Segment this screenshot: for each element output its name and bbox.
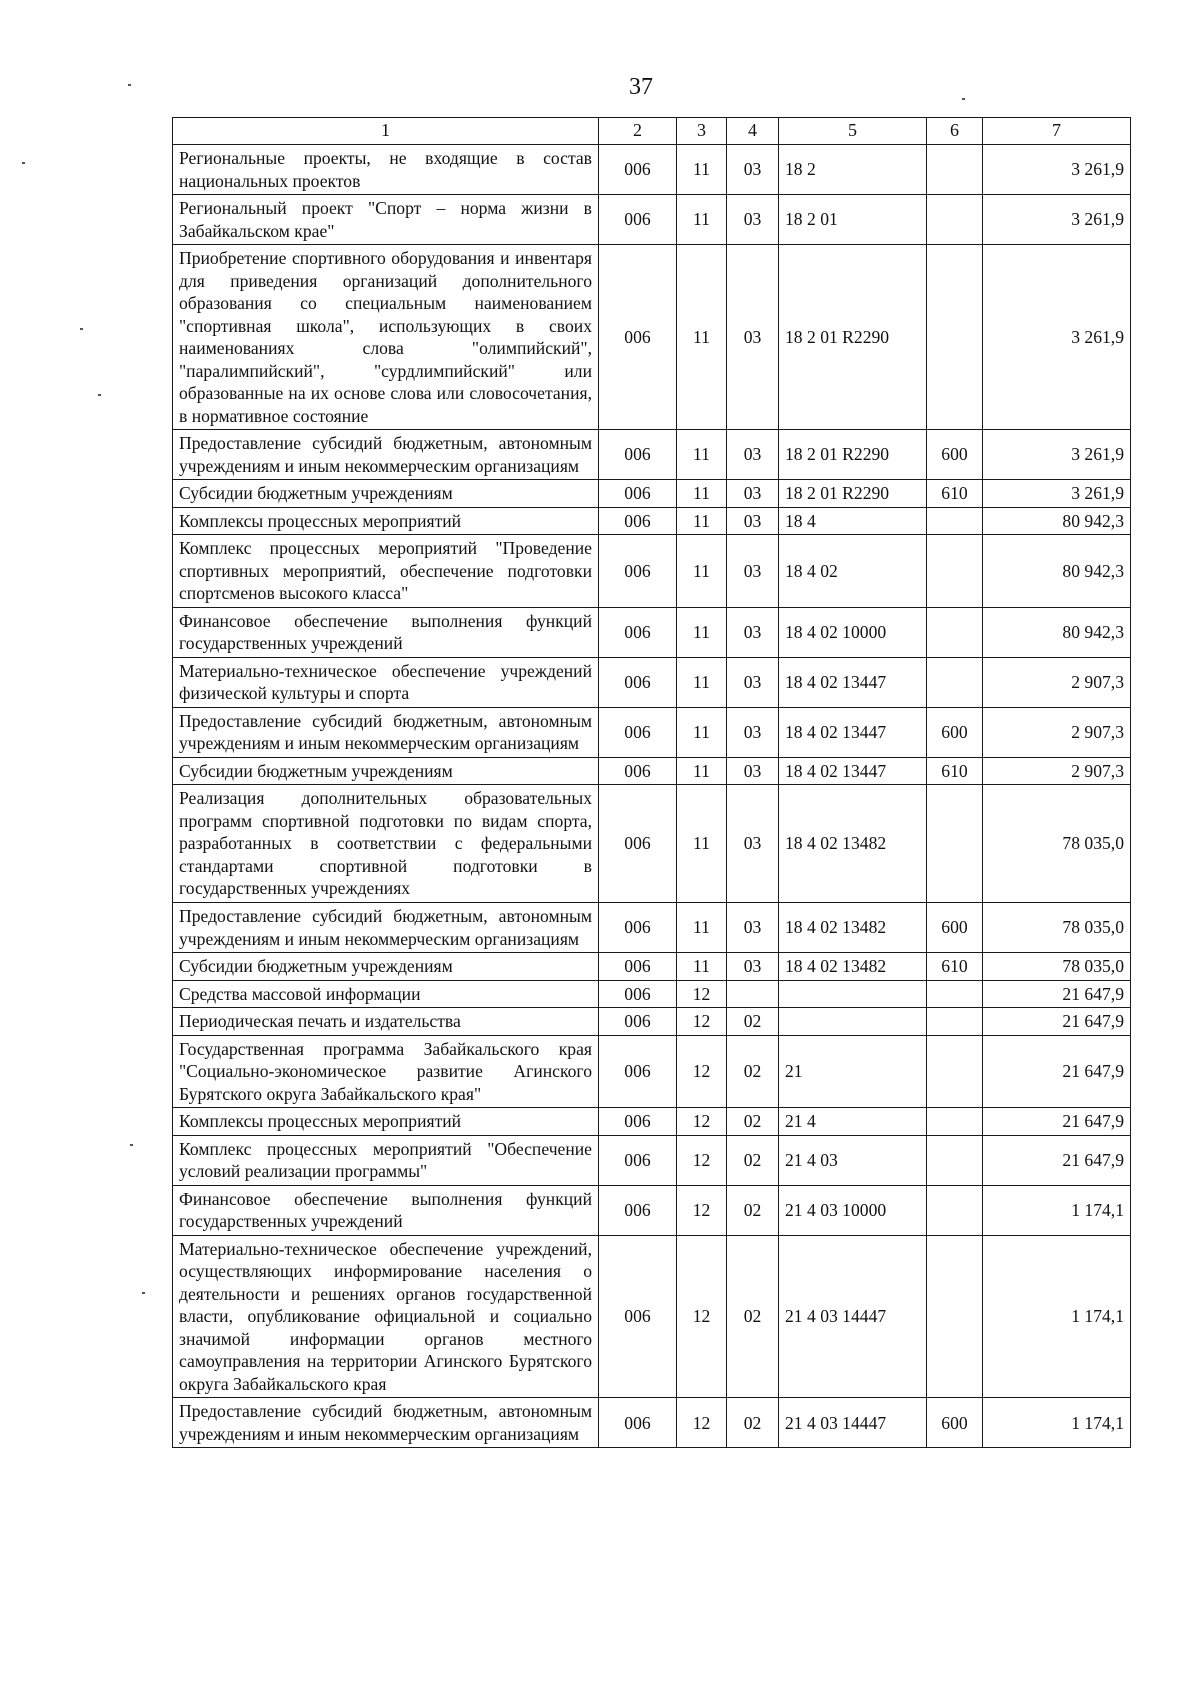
table-row [173,980,1131,1008]
row-subsection-code: 03 [727,195,779,245]
row-name: Материально-техническое обеспечение учреждений физической культуры и спорта [173,657,599,707]
row-target-article: 21 4 03 [779,1135,927,1185]
row-amount: 80 942,3 [983,607,1131,657]
row-section-code: 11 [677,785,727,903]
column-header-3: 3 [677,118,727,145]
row-name: Реализация дополнительных образовательных программ спортивной подготовки по видам спорта, разработанных в соответствии с федеральными стандартами спортивной подготовки в государственных учреждениях [173,785,599,903]
row-amount: 2 907,3 [983,757,1131,785]
table-row [173,707,1131,757]
row-amount: 78 035,0 [983,785,1131,903]
column-header-4: 4 [727,118,779,145]
row-section-code: 11 [677,507,727,535]
row-target-article: 18 4 02 13447 [779,657,927,707]
row-subsection-code: 03 [727,145,779,195]
row-section-code: 12 [677,1185,727,1235]
row-ministry-code: 006 [599,1185,677,1235]
row-expense-type: 600 [927,902,983,952]
table-row [173,507,1131,535]
row-subsection-code: 03 [727,757,779,785]
row-section-code: 11 [677,657,727,707]
table-row [173,145,1131,195]
row-section-code: 12 [677,1135,727,1185]
row-name: Материально-техническое обеспечение учреждений, осуществляющих информирование населения о деятельности и решениях органов государственной власти, опубликование официальной и социально значимой информации органов местного самоуправления на территории Агинского Бурятского округа Забайкальского края [173,1235,599,1398]
row-subsection-code: 02 [727,1185,779,1235]
row-amount: 21 647,9 [983,1135,1131,1185]
row-section-code: 12 [677,1008,727,1036]
row-target-article [779,980,927,1008]
scan-speck [22,162,25,164]
row-amount: 3 261,9 [983,480,1131,508]
row-target-article [779,1008,927,1036]
row-name: Региональные проекты, не входящие в состав национальных проектов [173,145,599,195]
page-number: 37 [629,74,653,100]
row-subsection-code: 03 [727,507,779,535]
row-expense-type [927,1185,983,1235]
row-name: Региональный проект "Спорт – норма жизни в Забайкальском крае" [173,195,599,245]
row-section-code: 11 [677,430,727,480]
row-ministry-code: 006 [599,195,677,245]
row-section-code: 11 [677,757,727,785]
row-amount: 3 261,9 [983,145,1131,195]
row-ministry-code: 006 [599,535,677,608]
row-name: Предоставление субсидий бюджетным, автономным учреждениям и иным некоммерческим организациям [173,707,599,757]
row-section-code: 11 [677,707,727,757]
row-section-code: 11 [677,953,727,981]
row-name: Комплексы процессных мероприятий [173,507,599,535]
row-expense-type [927,1035,983,1108]
row-target-article: 18 4 02 [779,535,927,608]
row-expense-type: 600 [927,430,983,480]
row-amount: 78 035,0 [983,953,1131,981]
table-body [173,145,1131,1448]
row-target-article: 18 2 01 R2290 [779,430,927,480]
row-name: Субсидии бюджетным учреждениям [173,757,599,785]
row-section-code: 11 [677,535,727,608]
row-expense-type [927,1135,983,1185]
table-row [173,1398,1131,1448]
column-header-7: 7 [983,118,1131,145]
row-ministry-code: 006 [599,1108,677,1136]
row-expense-type [927,507,983,535]
table-row [173,245,1131,430]
row-section-code: 12 [677,1035,727,1108]
row-amount: 1 174,1 [983,1398,1131,1448]
row-subsection-code: 02 [727,1398,779,1448]
row-ministry-code: 006 [599,607,677,657]
row-name: Предоставление субсидий бюджетным, автономным учреждениям и иным некоммерческим организациям [173,1398,599,1448]
row-ministry-code: 006 [599,953,677,981]
scan-speck [98,394,101,396]
row-target-article: 21 [779,1035,927,1108]
row-name: Субсидии бюджетным учреждениям [173,953,599,981]
row-name: Комплекс процессных мероприятий "Проведение спортивных мероприятий, обеспечение подготовки спортсменов высокого класса" [173,535,599,608]
row-subsection-code: 03 [727,607,779,657]
row-expense-type: 610 [927,757,983,785]
row-ministry-code: 006 [599,480,677,508]
table-row [173,1135,1131,1185]
row-expense-type [927,980,983,1008]
row-subsection-code: 02 [727,1235,779,1398]
row-section-code: 11 [677,607,727,657]
table-row [173,953,1131,981]
row-expense-type [927,657,983,707]
row-subsection-code [727,980,779,1008]
row-subsection-code: 03 [727,953,779,981]
table-row [173,902,1131,952]
row-ministry-code: 006 [599,145,677,195]
row-ministry-code: 006 [599,757,677,785]
row-expense-type [927,607,983,657]
row-ministry-code: 006 [599,245,677,430]
row-amount: 80 942,3 [983,507,1131,535]
column-header-5: 5 [779,118,927,145]
row-ministry-code: 006 [599,657,677,707]
row-target-article: 18 4 02 10000 [779,607,927,657]
row-amount: 3 261,9 [983,195,1131,245]
table-row [173,1108,1131,1136]
row-section-code: 11 [677,902,727,952]
row-expense-type: 610 [927,953,983,981]
row-name: Предоставление субсидий бюджетным, автономным учреждениям и иным некоммерческим организациям [173,902,599,952]
row-expense-type: 610 [927,480,983,508]
row-name: Комплексы процессных мероприятий [173,1108,599,1136]
row-name: Приобретение спортивного оборудования и инвентаря для приведения организаций дополнительного образования со специальным наименованием "спортивная школа", использующих в своих наименованиях слова "олимпийский", "паралимпийский", "сурдлимпийский" или образованные на их основе слова или словосочетания, в нормативное состояние [173,245,599,430]
row-name: Финансовое обеспечение выполнения функций государственных учреждений [173,1185,599,1235]
row-ministry-code: 006 [599,785,677,903]
row-subsection-code: 02 [727,1135,779,1185]
row-subsection-code: 03 [727,902,779,952]
table-row [173,1235,1131,1398]
row-amount: 21 647,9 [983,1108,1131,1136]
row-amount: 1 174,1 [983,1235,1131,1398]
row-target-article: 18 2 [779,145,927,195]
table-row [173,430,1131,480]
row-amount: 21 647,9 [983,1008,1131,1036]
table-row [173,785,1131,903]
row-ministry-code: 006 [599,1398,677,1448]
row-subsection-code: 03 [727,430,779,480]
row-ministry-code: 006 [599,1008,677,1036]
table-row [173,195,1131,245]
table-row [173,535,1131,608]
row-target-article: 21 4 03 10000 [779,1185,927,1235]
row-ministry-code: 006 [599,980,677,1008]
row-expense-type [927,535,983,608]
row-name: Предоставление субсидий бюджетным, автономным учреждениям и иным некоммерческим организациям [173,430,599,480]
row-amount: 1 174,1 [983,1185,1131,1235]
row-target-article: 21 4 03 14447 [779,1235,927,1398]
row-target-article: 18 4 02 13482 [779,785,927,903]
row-name: Комплекс процессных мероприятий "Обеспечение условий реализации программы" [173,1135,599,1185]
row-section-code: 12 [677,1398,727,1448]
column-header-6: 6 [927,118,983,145]
row-target-article: 18 4 02 13482 [779,953,927,981]
table-row [173,757,1131,785]
row-target-article: 18 4 02 13482 [779,902,927,952]
scan-speck [80,328,83,330]
row-expense-type: 600 [927,1398,983,1448]
row-ministry-code: 006 [599,430,677,480]
table-row [173,1008,1131,1036]
row-section-code: 12 [677,1108,727,1136]
row-target-article: 21 4 [779,1108,927,1136]
row-target-article: 18 4 [779,507,927,535]
row-expense-type [927,245,983,430]
row-target-article: 18 4 02 13447 [779,757,927,785]
table-row [173,1035,1131,1108]
scan-speck [962,98,965,100]
row-amount: 80 942,3 [983,535,1131,608]
row-subsection-code: 03 [727,707,779,757]
row-target-article: 18 2 01 [779,195,927,245]
row-subsection-code: 02 [727,1035,779,1108]
row-subsection-code: 03 [727,535,779,608]
row-expense-type [927,145,983,195]
budget-table [172,117,1131,1448]
row-expense-type: 600 [927,707,983,757]
row-subsection-code: 03 [727,245,779,430]
row-name: Периодическая печать и издательства [173,1008,599,1036]
row-expense-type [927,785,983,903]
row-amount: 21 647,9 [983,1035,1131,1108]
row-expense-type [927,1108,983,1136]
row-target-article: 18 4 02 13447 [779,707,927,757]
row-subsection-code: 03 [727,657,779,707]
row-target-article: 21 4 03 14447 [779,1398,927,1448]
row-amount: 2 907,3 [983,707,1131,757]
table-header [173,118,1131,145]
column-header-1: 1 [173,118,599,145]
row-name: Средства массовой информации [173,980,599,1008]
column-header-2: 2 [599,118,677,145]
row-section-code: 12 [677,980,727,1008]
row-ministry-code: 006 [599,507,677,535]
scan-speck [130,1144,133,1146]
row-section-code: 11 [677,245,727,430]
row-name: Государственная программа Забайкальского края "Социально-экономическое развитие Агинского Бурятского округа Забайкальского края" [173,1035,599,1108]
table-row [173,657,1131,707]
row-amount: 78 035,0 [983,902,1131,952]
scan-speck [142,1292,145,1294]
row-amount: 21 647,9 [983,980,1131,1008]
row-subsection-code: 02 [727,1008,779,1036]
row-ministry-code: 006 [599,1135,677,1185]
row-name: Субсидии бюджетным учреждениям [173,480,599,508]
row-amount: 2 907,3 [983,657,1131,707]
row-section-code: 11 [677,145,727,195]
row-name: Финансовое обеспечение выполнения функций государственных учреждений [173,607,599,657]
row-section-code: 11 [677,480,727,508]
row-ministry-code: 006 [599,707,677,757]
table-row [173,1185,1131,1235]
row-amount: 3 261,9 [983,430,1131,480]
table-row [173,607,1131,657]
row-section-code: 12 [677,1235,727,1398]
row-ministry-code: 006 [599,1035,677,1108]
header-row [173,118,1131,145]
scan-speck [128,84,131,86]
table-row [173,480,1131,508]
row-target-article: 18 2 01 R2290 [779,245,927,430]
row-amount: 3 261,9 [983,245,1131,430]
row-ministry-code: 006 [599,1235,677,1398]
row-subsection-code: 02 [727,1108,779,1136]
row-ministry-code: 006 [599,902,677,952]
row-expense-type [927,1235,983,1398]
row-subsection-code: 03 [727,480,779,508]
row-target-article: 18 2 01 R2290 [779,480,927,508]
row-section-code: 11 [677,195,727,245]
row-subsection-code: 03 [727,785,779,903]
row-expense-type [927,195,983,245]
row-expense-type [927,1008,983,1036]
